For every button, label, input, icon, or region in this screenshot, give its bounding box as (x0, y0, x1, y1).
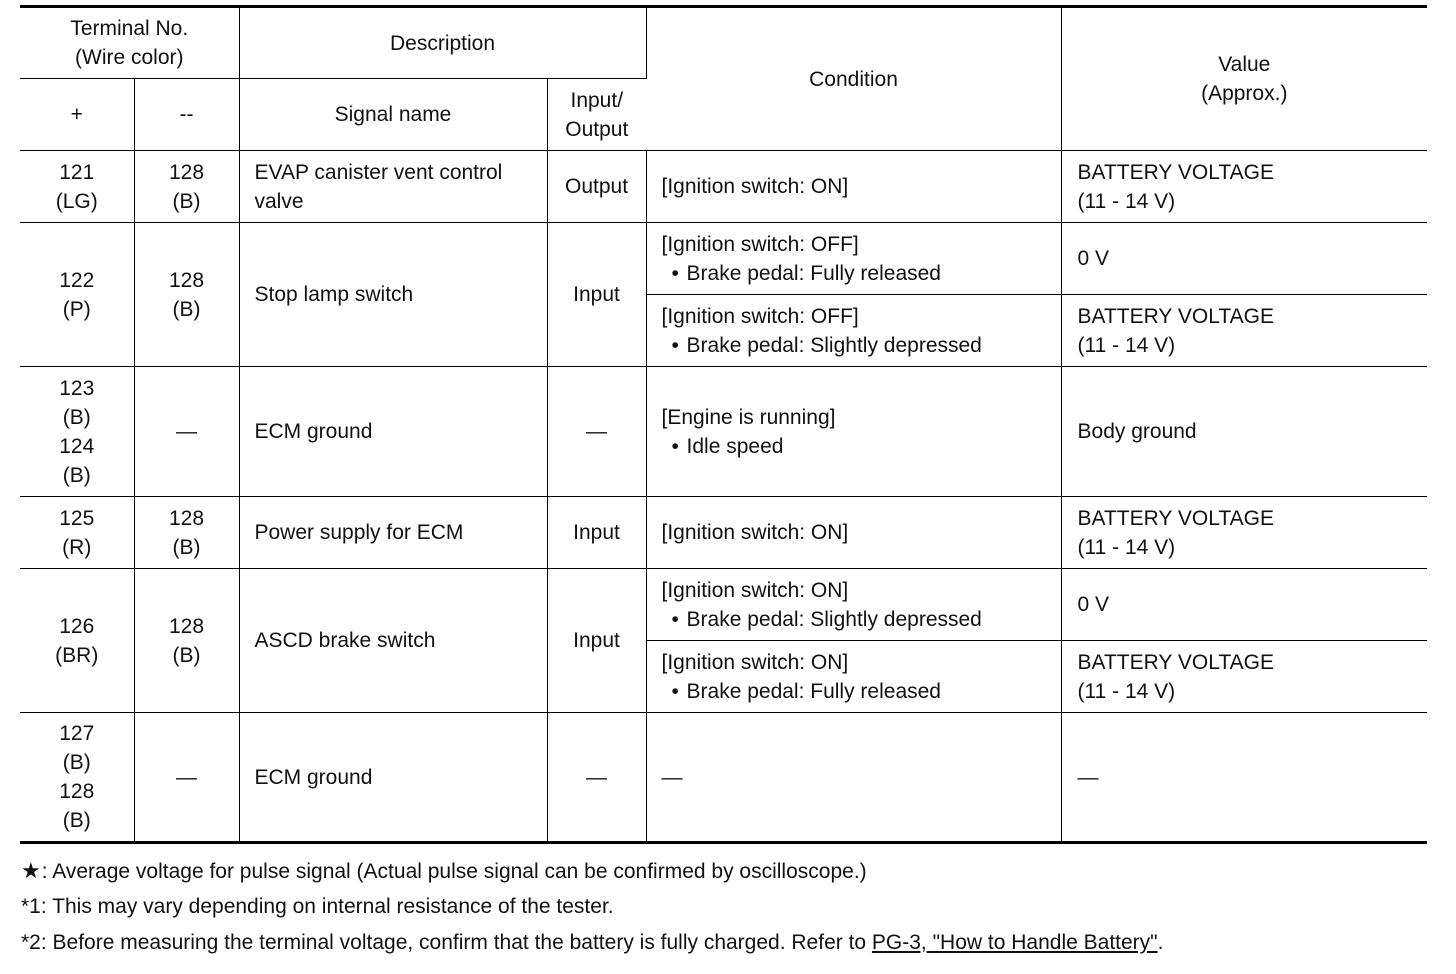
terminal-plus-line: 124 (59, 434, 95, 458)
terminal-no-header (20, 7, 239, 79)
table-row (20, 569, 1427, 641)
condition-line: [Ignition switch: ON] (661, 578, 849, 602)
footnote-2-end: . (1157, 931, 1164, 954)
input-output-cell: — (547, 713, 646, 843)
signal-name-line: ASCD brake switch (254, 629, 436, 652)
value-cell (1061, 367, 1427, 497)
terminal-minus-line: 128 (168, 268, 205, 292)
condition-line: — (661, 765, 683, 789)
terminal-plus-cell (20, 367, 134, 497)
input-output-cell: Input (547, 569, 646, 713)
value-line: (11 - 14 V) (1077, 679, 1176, 703)
signal-name-cell (239, 151, 547, 223)
value-line: Body ground (1077, 420, 1197, 443)
condition-line: [Ignition switch: ON] (661, 650, 849, 674)
terminal-minus-line: 128 (168, 614, 205, 638)
terminal-plus-line: 121 (59, 160, 95, 184)
value-cell (1061, 151, 1427, 223)
terminal-minus-line: — (176, 765, 197, 789)
terminal-plus-cell (20, 569, 134, 713)
terminal-plus-line: (BR) (55, 643, 99, 667)
terminal-minus-cell (134, 497, 239, 569)
table-row (20, 713, 1427, 843)
signal-name-line: valve (254, 189, 304, 213)
signal-name-line: ECM ground (254, 765, 373, 789)
terminal-minus-cell (134, 223, 239, 367)
terminal-plus-line: 122 (59, 268, 95, 292)
terminal-minus-line: (B) (172, 189, 201, 213)
terminal-spec-table (20, 5, 1427, 844)
output-label: Output (565, 117, 629, 141)
terminal-minus-line: 128 (168, 506, 205, 530)
value-label: Value (1218, 53, 1271, 76)
table-row (20, 223, 1427, 295)
footnote-1: *1: This may vary depending on internal resistance of the tester. (21, 895, 614, 918)
terminal-plus-line: (R) (62, 535, 92, 559)
footnote-star-text: : Average voltage for pulse signal (Actual pulse signal can be confirmed by oscilloscope.) (41, 860, 867, 883)
terminal-minus-cell (134, 367, 239, 497)
input-output-cell: Input (547, 223, 646, 367)
condition-bullet: • Idle speed (662, 432, 1061, 461)
wire-color-label: (Wire color) (75, 46, 184, 69)
terminal-minus-line: (B) (172, 643, 201, 667)
signal-name-cell (239, 713, 547, 843)
value-line: (11 - 14 V) (1077, 189, 1176, 213)
value-cell (1061, 569, 1427, 641)
terminal-plus-cell (20, 497, 134, 569)
terminal-plus-line: (B) (62, 463, 91, 487)
signal-name-cell (239, 223, 547, 367)
condition-cell (646, 223, 1061, 295)
terminal-minus-line: (B) (172, 535, 201, 559)
signal-name-line: EVAP canister vent control (254, 160, 503, 184)
terminal-plus-line: 128 (59, 780, 95, 803)
value-line: BATTERY VOLTAGE (1077, 304, 1274, 328)
terminal-plus-line: (B) (62, 751, 91, 774)
terminal-plus-cell (20, 151, 134, 223)
condition-line: [Ignition switch: OFF] (661, 232, 859, 256)
footnote-2-text: *2: Before measuring the terminal voltage, confirm that the battery is fully charged. Refer to (21, 931, 872, 954)
value-line: (11 - 14 V) (1077, 333, 1176, 357)
condition-bullet: • Brake pedal: Slightly depressed (662, 331, 1061, 360)
condition-cell (646, 641, 1061, 713)
minus-header: -- (134, 79, 239, 151)
value-cell (1061, 641, 1427, 713)
signal-name-line: ECM ground (254, 420, 373, 443)
condition-bullet: • Brake pedal: Fully released (662, 259, 1061, 288)
condition-line: [Ignition switch: ON] (661, 521, 849, 544)
value-header (1061, 7, 1427, 151)
table-header (20, 7, 1427, 151)
condition-header: Condition (646, 7, 1061, 151)
value-line: (11 - 14 V) (1077, 535, 1176, 559)
terminal-plus-line: 127 (59, 722, 95, 745)
condition-cell (646, 497, 1061, 569)
terminal-plus-line: (P) (62, 297, 91, 321)
value-line: BATTERY VOLTAGE (1077, 160, 1274, 184)
condition-cell (646, 367, 1061, 497)
input-output-header (547, 79, 646, 151)
terminal-minus-cell (134, 569, 239, 713)
terminal-plus-line: (B) (62, 405, 91, 429)
value-cell (1061, 223, 1427, 295)
input-output-cell: Output (547, 151, 646, 223)
signal-name-cell (239, 497, 547, 569)
value-line: 0 V (1077, 593, 1110, 616)
value-cell (1061, 713, 1427, 843)
footnote-2 (21, 928, 1163, 964)
terminal-minus-line: 128 (168, 160, 205, 184)
battery-handling-link[interactable]: PG-3, "How to Handle Battery" (871, 931, 1158, 954)
value-cell (1061, 295, 1427, 367)
terminal-plus-line: 123 (59, 376, 95, 400)
terminal-plus-line: 126 (59, 614, 95, 638)
signal-name-line: Power supply for ECM (254, 521, 464, 544)
terminal-plus-line: 125 (59, 506, 95, 530)
value-line: BATTERY VOLTAGE (1077, 506, 1274, 530)
input-output-cell: — (547, 367, 646, 497)
terminal-plus-line: (B) (62, 809, 91, 832)
value-line: — (1077, 765, 1099, 789)
terminal-minus-line: — (176, 420, 197, 443)
condition-cell (646, 713, 1061, 843)
input-output-cell: Input (547, 497, 646, 569)
footnote-star (21, 856, 1163, 892)
value-cell (1061, 497, 1427, 569)
terminal-minus-line: (B) (172, 297, 201, 321)
footnotes (21, 856, 1163, 964)
signal-name-header: Signal name (239, 79, 547, 151)
input-label: Input/ (570, 88, 624, 112)
terminal-minus-cell (134, 151, 239, 223)
terminal-plus-line: (LG) (55, 189, 98, 213)
signal-name-cell (239, 367, 547, 497)
terminal-no-label: Terminal No. (70, 17, 189, 40)
terminal-plus-cell (20, 223, 134, 367)
description-header: Description (239, 7, 646, 79)
condition-bullet: • Brake pedal: Slightly depressed (662, 605, 1061, 634)
value-line: BATTERY VOLTAGE (1077, 650, 1274, 674)
value-line: 0 V (1077, 247, 1110, 270)
approx-label: (Approx.) (1201, 82, 1288, 105)
terminal-plus-cell (20, 713, 134, 843)
table-body (20, 151, 1427, 843)
condition-line: [Ignition switch: ON] (661, 175, 849, 198)
plus-header: + (20, 79, 134, 151)
signal-name-cell (239, 569, 547, 713)
condition-line: [Ignition switch: OFF] (661, 304, 859, 328)
condition-bullet: • Brake pedal: Fully released (662, 677, 1061, 706)
table-row (20, 151, 1427, 223)
condition-cell (646, 569, 1061, 641)
condition-line: [Engine is running] (661, 405, 836, 429)
terminal-minus-cell (134, 713, 239, 843)
signal-name-line: Stop lamp switch (254, 283, 414, 306)
condition-cell (646, 151, 1061, 223)
table-row (20, 367, 1427, 497)
condition-cell (646, 295, 1061, 367)
table-row (20, 497, 1427, 569)
star-icon: ★ (21, 858, 41, 883)
